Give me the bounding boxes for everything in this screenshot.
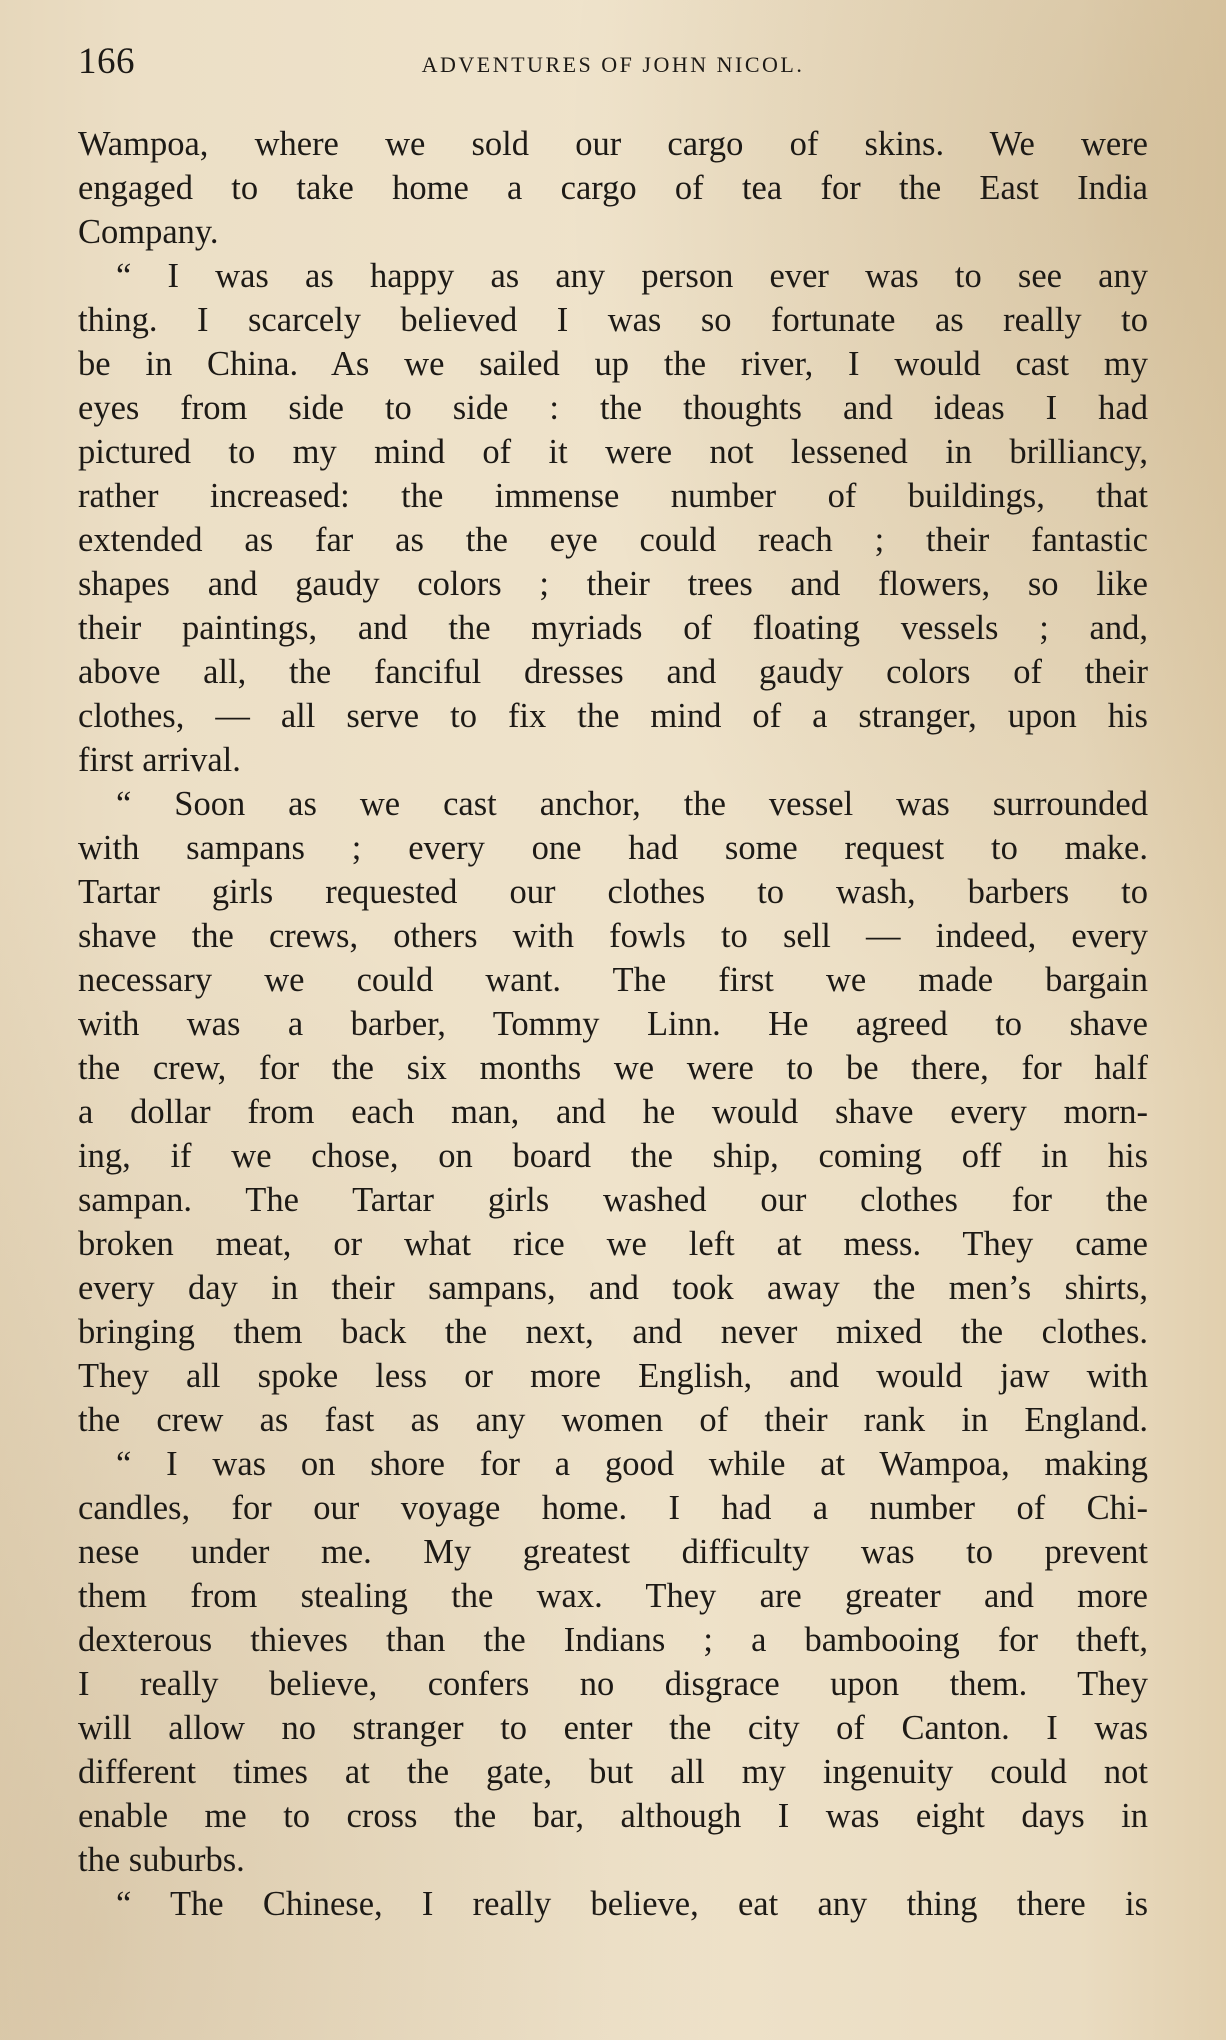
text-line: eyes from side to side : the thoughts and ideas I had [78,389,1148,427]
text-line: every day in their sampans, and took away the men’s shirts, [78,1269,1148,1307]
text-line: a dollar from each man, and he would shave every morn- [78,1093,1148,1131]
page-header [78,38,1148,86]
text-line: engaged to take home a cargo of tea for the East India [78,169,1148,207]
text-line: different times at the gate, but all my ingenuity could not [78,1753,1148,1791]
text-line: shave the crews, others with fowls to sell — indeed, every [78,917,1148,955]
text-line: They all spoke less or more English, and would jaw with [78,1357,1148,1395]
text-line: “ I was as happy as any person ever was to see any [116,257,1148,295]
text-line: broken meat, or what rice we left at mess. They came [78,1225,1148,1263]
text-line: thing. I scarcely believed I was so fortunate as really to [78,301,1148,339]
text-line: “ Soon as we cast anchor, the vessel was surrounded [116,785,1148,823]
text-line: shapes and gaudy colors ; their trees and flowers, so like [78,565,1148,603]
page-number: 166 [78,41,135,82]
body-text [78,122,1148,1926]
text-line: be in China. As we sailed up the river, I would cast my [78,345,1148,383]
text-line: first arrival. [78,741,241,779]
text-line: with sampans ; every one had some request to make. [78,829,1148,867]
text-line: bringing them back the next, and never mixed the clothes. [78,1313,1148,1351]
text-line: “ The Chinese, I really believe, eat any thing there is [116,1885,1148,1923]
text-line: sampan. The Tartar girls washed our clothes for the [78,1181,1148,1219]
text-line: Tartar girls requested our clothes to wash, barbers to [78,873,1148,911]
text-line: Wampoa, where we sold our cargo of skins. We were [78,125,1148,163]
text-line: with was a barber, Tommy Linn. He agreed to shave [78,1005,1148,1043]
text-line: rather increased: the immense number of buildings, that [78,477,1148,515]
text-line: pictured to my mind of it were not lessened in brilliancy, [78,433,1148,471]
text-line: enable me to cross the bar, although I was eight days in [78,1797,1148,1835]
text-line: the crew as fast as any women of their rank in England. [78,1401,1148,1439]
text-line: necessary we could want. The first we made bargain [78,961,1148,999]
text-line: nese under me. My greatest difficulty was to prevent [78,1533,1148,1571]
text-line: their paintings, and the myriads of floating vessels ; and, [78,609,1148,647]
text-line: dexterous thieves than the Indians ; a bambooing for theft, [78,1621,1148,1659]
text-line: clothes, — all serve to fix the mind of a stranger, upon his [78,697,1148,735]
text-line: ing, if we chose, on board the ship, coming off in his [78,1137,1148,1175]
text-line: extended as far as the eye could reach ; their fantastic [78,521,1148,559]
text-line: candles, for our voyage home. I had a number of Chi- [78,1489,1148,1527]
text-line: Company. [78,213,219,251]
text-line: “ I was on shore for a good while at Wampoa, making [116,1445,1148,1483]
text-line: them from stealing the wax. They are greater and more [78,1577,1148,1615]
running-title: ADVENTURES OF JOHN NICOL. [421,52,805,77]
text-line: the crew, for the six months we were to be there, for half [78,1049,1148,1087]
text-line: the suburbs. [78,1841,245,1879]
text-line: I really believe, confers no disgrace upon them. They [78,1665,1148,1703]
text-line: above all, the fanciful dresses and gaudy colors of their [78,653,1148,691]
text-line: will allow no stranger to enter the city of Canton. I was [78,1709,1148,1747]
